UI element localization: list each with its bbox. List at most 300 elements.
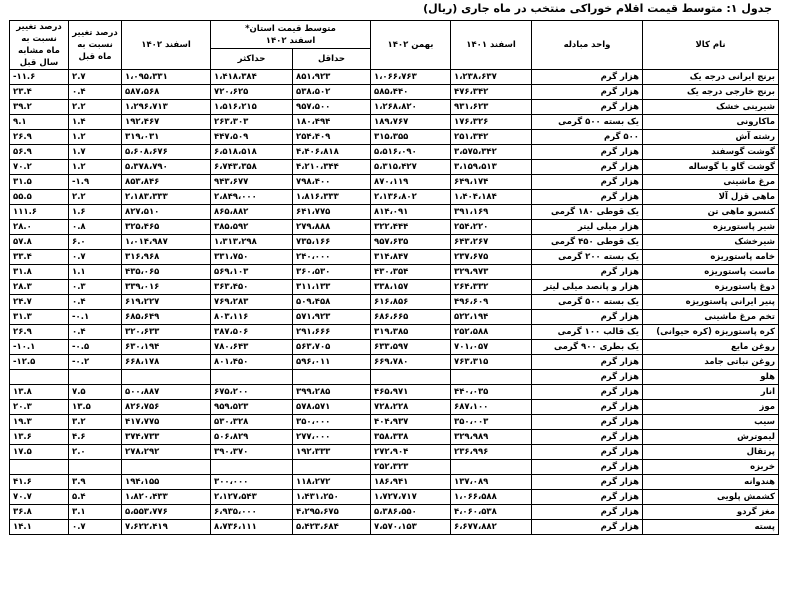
cell-unit: هزار گرم: [532, 160, 643, 175]
cell-unit: یک قالب ۱۰۰ گرمی: [532, 325, 643, 340]
table-row: [10, 445, 779, 460]
cell-bahman1402: [371, 370, 451, 385]
cell-bahman1402: ۳۲۲،۴۴۴: [371, 220, 451, 235]
cell-esfand1401: ۳،۵۷۵،۳۴۲: [451, 145, 532, 160]
cell-max: ۶،۷۴۳،۳۵۸: [211, 160, 293, 175]
table-row: [10, 295, 779, 310]
cell-bahman1402: ۱،۲۶۸،۸۲۰: [371, 100, 451, 115]
cell-esfand1402: ۳۷۴،۷۳۳: [122, 430, 211, 445]
cell-bahman1402: ۶۸۶،۶۶۵: [371, 310, 451, 325]
cell-item: دوغ پاستوریزه: [643, 280, 779, 295]
cell-item: مرغ ماشینی: [643, 175, 779, 190]
cell-item: شیرینی خشک: [643, 100, 779, 115]
cell-pct-month: ۰.۴: [69, 295, 122, 310]
cell-item: کره پاستوریزه (کره حیوانی): [643, 325, 779, 340]
cell-bahman1402: ۴۳۰،۳۵۴: [371, 265, 451, 280]
cell-min: ۵،۴۲۳،۶۸۴: [293, 520, 371, 535]
cell-esfand1401: ۳۲۹،۹۸۹: [451, 430, 532, 445]
cell-unit: هزار گرم: [532, 445, 643, 460]
cell-esfand1402: ۸۲۶،۷۵۶: [122, 400, 211, 415]
cell-esfand1402: ۶۸۵،۶۴۹: [122, 310, 211, 325]
cell-pct-year: ۱۳.۸: [10, 385, 69, 400]
table-row: [10, 115, 779, 130]
cell-unit: هزار گرم: [532, 265, 643, 280]
cell-pct-year: ۱۱۱.۶: [10, 205, 69, 220]
table-caption: جدول ۱: متوسط قیمت اقلام خوراکی منتخب در ماه جاری (ریال): [423, 2, 772, 15]
cell-esfand1401: ۴،۰۶۰،۵۳۸: [451, 505, 532, 520]
cell-pct-year: ۳۳.۴: [10, 250, 69, 265]
cell-max: ۹۴۳،۶۷۷: [211, 175, 293, 190]
cell-min: ۳۱۱،۱۳۳: [293, 280, 371, 295]
cell-pct-month: ۱.۷: [69, 145, 122, 160]
cell-min: ۱۱۸،۲۷۲: [293, 475, 371, 490]
cell-esfand1402: ۲،۱۸۳،۳۳۳: [122, 190, 211, 205]
cell-min: ۱۸۰،۴۹۴: [293, 115, 371, 130]
cell-min: ۱،۴۳۱،۲۵۰: [293, 490, 371, 505]
table-row: [10, 490, 779, 505]
cell-bahman1402: ۶۳۳،۵۹۷: [371, 340, 451, 355]
cell-pct-year: ۲۳.۴: [10, 85, 69, 100]
table-row: [10, 340, 779, 355]
cell-unit: هزار گرم: [532, 520, 643, 535]
cell-max: ۶،۵۱۸،۵۱۸: [211, 145, 293, 160]
cell-esfand1401: ۳۲۹،۹۷۳: [451, 265, 532, 280]
cell-max: ۷۸۰،۶۴۳: [211, 340, 293, 355]
cell-min: ۹۵۷،۵۰۰: [293, 100, 371, 115]
cell-esfand1402: ۵۰۰،۸۸۷: [122, 385, 211, 400]
cell-pct-month: ۲.۷: [69, 70, 122, 85]
header-province-avg-title: متوسط قیمت استان*: [245, 23, 336, 34]
cell-esfand1401: ۵۲۲،۱۹۴: [451, 310, 532, 325]
cell-bahman1402: ۲۷۲،۹۰۴: [371, 445, 451, 460]
cell-esfand1402: ۷،۶۲۲،۴۱۹: [122, 520, 211, 535]
cell-esfand1402: ۱،۰۹۵،۳۳۱: [122, 70, 211, 85]
cell-max: ۳۰۰،۰۰۰: [211, 475, 293, 490]
cell-pct-year: ۱۳.۶: [10, 430, 69, 445]
table-row: [10, 85, 779, 100]
cell-item: هندوانه: [643, 475, 779, 490]
cell-esfand1402: ۶۱۹،۲۲۷: [122, 295, 211, 310]
table-row: [10, 370, 779, 385]
cell-esfand1401: ۳۵۰،۰۰۳: [451, 415, 532, 430]
cell-esfand1401: ۲۶۴،۳۳۲: [451, 280, 532, 295]
cell-pct-month: ۷.۵: [69, 385, 122, 400]
cell-pct-year: ۷۰.۲: [10, 160, 69, 175]
cell-esfand1402: ۸۵۳،۸۴۶: [122, 175, 211, 190]
cell-pct-year: ۲۸.۰: [10, 220, 69, 235]
cell-esfand1401: ۴۷۶،۳۴۲: [451, 85, 532, 100]
cell-max: ۵۰۶،۸۲۹: [211, 430, 293, 445]
cell-min: ۵۹۶،۰۱۱: [293, 355, 371, 370]
cell-max: ۲،۸۴۹،۰۰۰: [211, 190, 293, 205]
header-min: حداقل: [293, 49, 371, 70]
cell-esfand1401: ۱۳۷،۰۸۹: [451, 475, 532, 490]
cell-unit: هزار گرم: [532, 370, 643, 385]
cell-pct-year: ۲۶.۹: [10, 130, 69, 145]
cell-min: ۴،۲۹۵،۶۷۵: [293, 505, 371, 520]
cell-item: برنج خارجی درجه یک: [643, 85, 779, 100]
cell-pct-month: ۳.۹: [69, 475, 122, 490]
cell-pct-month: ۴.۶: [69, 430, 122, 445]
cell-pct-month: ۵.۴: [69, 490, 122, 505]
cell-esfand1402: ۳۱۹،۰۳۱: [122, 130, 211, 145]
cell-esfand1401: ۱،۰۶۶،۵۸۸: [451, 490, 532, 505]
cell-bahman1402: ۱۸۹،۷۶۷: [371, 115, 451, 130]
cell-unit: هزار گرم: [532, 100, 643, 115]
cell-min: ۵۶۳،۷۰۵: [293, 340, 371, 355]
header-pct-prev-year: درصد تغییر نسبت به ماه مشابه سال قبل: [10, 21, 69, 70]
cell-min: ۷۹۸،۴۰۰: [293, 175, 371, 190]
cell-pct-month: [69, 370, 122, 385]
cell-bahman1402: ۵،۵۱۶،۰۹۰: [371, 145, 451, 160]
table-row: [10, 265, 779, 280]
cell-bahman1402: ۷۲۸،۲۲۸: [371, 400, 451, 415]
cell-max: ۳۹۰،۳۷۰: [211, 445, 293, 460]
price-table: [9, 20, 779, 535]
header-esfand1402: اسفند ۱۴۰۲: [122, 21, 211, 70]
cell-item: ماکارونی: [643, 115, 779, 130]
table-row: [10, 70, 779, 85]
cell-esfand1401: ۲۵۴،۲۲۰: [451, 220, 532, 235]
cell-esfand1402: ۲۷۸،۲۹۲: [122, 445, 211, 460]
header-esfand1401: اسفند ۱۴۰۱: [451, 21, 532, 70]
cell-bahman1402: ۶۶۹،۷۸۰: [371, 355, 451, 370]
cell-esfand1402: ۴۳۵،۰۶۵: [122, 265, 211, 280]
cell-bahman1402: ۳۳۸،۱۵۷: [371, 280, 451, 295]
cell-pct-year: -۱۰.۱: [10, 340, 69, 355]
cell-min: [293, 370, 371, 385]
cell-min: ۸۵۱،۹۲۳: [293, 70, 371, 85]
cell-bahman1402: ۳۵۸،۳۳۸: [371, 430, 451, 445]
cell-bahman1402: ۱،۷۲۷،۷۱۷: [371, 490, 451, 505]
cell-pct-year: ۳۹.۲: [10, 100, 69, 115]
cell-max: ۲،۱۲۷،۵۴۳: [211, 490, 293, 505]
table-row: [10, 130, 779, 145]
cell-unit: هزار گرم: [532, 310, 643, 325]
table-row: [10, 325, 779, 340]
cell-esfand1401: ۱،۴۰۴،۱۸۴: [451, 190, 532, 205]
cell-bahman1402: ۱،۰۶۶،۷۶۳: [371, 70, 451, 85]
cell-unit: هزار میلی لیتر: [532, 220, 643, 235]
cell-bahman1402: ۳۱۴،۸۴۷: [371, 250, 451, 265]
cell-esfand1401: ۷۶۳،۳۱۵: [451, 355, 532, 370]
cell-pct-year: [10, 370, 69, 385]
cell-max: [211, 370, 293, 385]
table-row: [10, 175, 779, 190]
cell-unit: هزار گرم: [532, 475, 643, 490]
cell-min: ۵۰۹،۴۵۸: [293, 295, 371, 310]
cell-esfand1401: ۶،۶۷۷،۸۸۲: [451, 520, 532, 535]
cell-item: شیرخشک: [643, 235, 779, 250]
table-row: [10, 355, 779, 370]
cell-min: ۲۵۴،۴۰۹: [293, 130, 371, 145]
cell-pct-month: ۱۳.۵: [69, 400, 122, 415]
cell-min: ۱۹۲،۳۳۳: [293, 445, 371, 460]
cell-pct-year: ۲۸.۳: [10, 280, 69, 295]
cell-max: ۱،۴۱۸،۳۸۴: [211, 70, 293, 85]
cell-min: ۲۷۷،۰۰۰: [293, 430, 371, 445]
cell-esfand1402: ۶۶۸،۱۷۸: [122, 355, 211, 370]
cell-esfand1401: ۴۹۶،۶۰۹: [451, 295, 532, 310]
cell-esfand1402: ۳۱۶،۹۶۸: [122, 250, 211, 265]
cell-item: خربزه: [643, 460, 779, 475]
cell-bahman1402: ۸۱۴،۰۹۱: [371, 205, 451, 220]
cell-item: انار: [643, 385, 779, 400]
cell-max: ۲۶۳،۳۰۳: [211, 115, 293, 130]
cell-unit: هزار گرم: [532, 415, 643, 430]
cell-item: روغن مایع: [643, 340, 779, 355]
cell-unit: هزار گرم: [532, 385, 643, 400]
cell-min: [293, 460, 371, 475]
cell-min: ۵۳۸،۵۰۲: [293, 85, 371, 100]
cell-item: سیب: [643, 415, 779, 430]
table-row: [10, 160, 779, 175]
cell-esfand1401: ۱۷۶،۳۲۶: [451, 115, 532, 130]
cell-item: پنیر ایرانی پاستوریزه: [643, 295, 779, 310]
cell-min: ۴،۲۱۰،۳۴۴: [293, 160, 371, 175]
cell-esfand1402: ۳۲۰،۶۳۳: [122, 325, 211, 340]
cell-pct-month: ۳.۲: [69, 415, 122, 430]
cell-esfand1401: ۶۴۳،۲۶۷: [451, 235, 532, 250]
cell-pct-year: ۱۴.۱: [10, 520, 69, 535]
cell-pct-month: ۱.۱: [69, 265, 122, 280]
cell-max: ۹۵۹،۵۲۳: [211, 400, 293, 415]
cell-esfand1402: ۴۱۷،۷۷۵: [122, 415, 211, 430]
cell-unit: یک قوطی ۱۸۰ گرمی: [532, 205, 643, 220]
cell-pct-month: ۱.۴: [69, 115, 122, 130]
cell-esfand1402: ۳۲۵،۴۶۵: [122, 220, 211, 235]
cell-max: ۸۶۵،۸۸۲: [211, 205, 293, 220]
cell-esfand1402: ۱۹۲،۴۶۷: [122, 115, 211, 130]
cell-max: ۴۴۷،۵۰۹: [211, 130, 293, 145]
cell-max: [211, 460, 293, 475]
cell-item: گوشت گاو یا گوساله: [643, 160, 779, 175]
cell-pct-month: ۲.۰: [69, 445, 122, 460]
cell-bahman1402: ۹۵۷،۶۳۵: [371, 235, 451, 250]
cell-max: ۳۸۷،۵۰۶: [211, 325, 293, 340]
table-row: [10, 250, 779, 265]
cell-bahman1402: ۶۱۶،۸۵۶: [371, 295, 451, 310]
cell-bahman1402: ۵،۳۱۵،۴۲۷: [371, 160, 451, 175]
cell-item: روغن نباتی جامد: [643, 355, 779, 370]
header-max: حداکثر: [211, 49, 293, 70]
cell-esfand1402: ۵،۵۵۳،۷۷۶: [122, 505, 211, 520]
cell-item: ماست پاستوریزه: [643, 265, 779, 280]
cell-esfand1401: [451, 370, 532, 385]
cell-esfand1402: ۸۲۷،۵۱۰: [122, 205, 211, 220]
cell-pct-month: ۲.۲: [69, 190, 122, 205]
table-row: [10, 415, 779, 430]
cell-pct-year: -۱۱.۶: [10, 70, 69, 85]
table-row: [10, 310, 779, 325]
cell-item: شیر پاستوریزه: [643, 220, 779, 235]
cell-esfand1401: ۲۵۱،۳۴۲: [451, 130, 532, 145]
cell-pct-month: ۰.۳: [69, 280, 122, 295]
table-row: [10, 400, 779, 415]
cell-esfand1401: ۶۸۷،۱۰۰: [451, 400, 532, 415]
cell-esfand1402: ۵،۳۷۸،۷۹۰: [122, 160, 211, 175]
cell-esfand1402: ۱،۲۹۶،۷۱۳: [122, 100, 211, 115]
cell-bahman1402: ۵۸۵،۴۴۰: [371, 85, 451, 100]
cell-max: ۵۶۹،۱۰۳: [211, 265, 293, 280]
cell-unit: هزار و پانصد میلی لیتر: [532, 280, 643, 295]
cell-max: ۷۶۹،۲۸۳: [211, 295, 293, 310]
cell-pct-year: ۹.۱: [10, 115, 69, 130]
cell-unit: هزار گرم: [532, 355, 643, 370]
table-row: [10, 190, 779, 205]
cell-esfand1402: ۶۳۰،۱۹۴: [122, 340, 211, 355]
cell-min: ۲۷۹،۸۸۸: [293, 220, 371, 235]
table-row: [10, 100, 779, 115]
cell-pct-month: -۱.۹: [69, 175, 122, 190]
cell-esfand1402: [122, 460, 211, 475]
cell-item: رشته آش: [643, 130, 779, 145]
cell-pct-month: [69, 460, 122, 475]
cell-min: ۵۷۱،۹۲۳: [293, 310, 371, 325]
cell-pct-month: ۰.۴: [69, 85, 122, 100]
cell-max: ۳۸۵،۵۹۲: [211, 220, 293, 235]
cell-esfand1401: ۳۹۱،۱۶۹: [451, 205, 532, 220]
cell-item: هلو: [643, 370, 779, 385]
cell-bahman1402: ۱۸۶،۹۴۱: [371, 475, 451, 490]
cell-pct-year: ۲۴.۷: [10, 295, 69, 310]
cell-item: برنج ایرانی درجه یک: [643, 70, 779, 85]
cell-esfand1402: ۱،۰۱۴،۹۸۷: [122, 235, 211, 250]
header-province-avg: [211, 21, 371, 49]
cell-unit: یک بسته ۵۰۰ گرمی: [532, 295, 643, 310]
cell-pct-year: ۵۶.۹: [10, 145, 69, 160]
cell-esfand1401: ۲۳۷،۶۷۵: [451, 250, 532, 265]
cell-max: ۸۰۳،۱۱۶: [211, 310, 293, 325]
cell-unit: هزار گرم: [532, 505, 643, 520]
cell-esfand1402: [122, 370, 211, 385]
cell-pct-month: ۱.۶: [69, 205, 122, 220]
cell-bahman1402: ۵،۳۸۶،۵۵۰: [371, 505, 451, 520]
cell-unit: هزار گرم: [532, 70, 643, 85]
cell-pct-month: ۰.۸: [69, 220, 122, 235]
cell-pct-month: -۰.۲: [69, 355, 122, 370]
table-row: [10, 145, 779, 160]
cell-item: گوشت گوسفند: [643, 145, 779, 160]
cell-item: کشمش پلویی: [643, 490, 779, 505]
cell-esfand1401: ۳،۱۵۹،۵۱۳: [451, 160, 532, 175]
cell-min: ۵۷۸،۵۷۱: [293, 400, 371, 415]
cell-item: مغز گردو: [643, 505, 779, 520]
header-bahman1402: بهمن ۱۴۰۲: [371, 21, 451, 70]
cell-esfand1401: ۹۳۱،۶۲۳: [451, 100, 532, 115]
cell-unit: هزار گرم: [532, 175, 643, 190]
cell-esfand1402: ۳۳۹،۰۱۶: [122, 280, 211, 295]
table-row: [10, 220, 779, 235]
cell-max: ۷۲۰،۶۲۵: [211, 85, 293, 100]
cell-pct-year: ۳۱.۸: [10, 265, 69, 280]
cell-pct-year: ۲۰.۳: [10, 400, 69, 415]
table-row: [10, 385, 779, 400]
table-row: [10, 205, 779, 220]
cell-pct-month: ۰.۷: [69, 520, 122, 535]
cell-esfand1401: ۴۴۰،۰۳۵: [451, 385, 532, 400]
cell-max: ۶۷۵،۲۰۰: [211, 385, 293, 400]
header-unit: واحد مبادله: [532, 21, 643, 70]
table-row: [10, 475, 779, 490]
cell-item: لیموترش: [643, 430, 779, 445]
cell-unit: هزار گرم: [532, 430, 643, 445]
cell-min: ۲۹۱،۶۶۶: [293, 325, 371, 340]
cell-max: ۱،۵۱۶،۲۱۵: [211, 100, 293, 115]
cell-esfand1401: ۶۴۹،۱۷۴: [451, 175, 532, 190]
cell-pct-year: ۴۱.۶: [10, 475, 69, 490]
cell-min: ۶۴۱،۷۷۵: [293, 205, 371, 220]
cell-max: ۵۳۰،۳۲۸: [211, 415, 293, 430]
cell-pct-month: ۶.۰: [69, 235, 122, 250]
cell-item: کنسرو ماهی تن: [643, 205, 779, 220]
cell-pct-month: ۰.۴: [69, 325, 122, 340]
cell-item: ماهی قزل آلا: [643, 190, 779, 205]
cell-max: ۱،۳۱۳،۲۹۸: [211, 235, 293, 250]
cell-pct-year: ۳۶.۸: [10, 505, 69, 520]
cell-pct-month: ۳.۱: [69, 505, 122, 520]
cell-pct-year: ۵۵.۵: [10, 190, 69, 205]
cell-unit: هزار گرم: [532, 145, 643, 160]
cell-pct-month: ۱.۲: [69, 130, 122, 145]
cell-pct-year: ۱۷.۵: [10, 445, 69, 460]
cell-min: ۷۳۵،۱۶۶: [293, 235, 371, 250]
cell-bahman1402: ۴۰۴،۹۳۷: [371, 415, 451, 430]
table-row: [10, 280, 779, 295]
cell-pct-year: ۷۰.۷: [10, 490, 69, 505]
cell-bahman1402: ۳۱۵،۳۵۵: [371, 130, 451, 145]
cell-pct-year: ۱۹.۳: [10, 415, 69, 430]
cell-max: ۸۰۱،۴۵۰: [211, 355, 293, 370]
cell-pct-year: [10, 460, 69, 475]
cell-unit: هزار گرم: [532, 400, 643, 415]
cell-min: ۳۵۰،۰۰۰: [293, 415, 371, 430]
cell-unit: ۵۰۰ گرم: [532, 130, 643, 145]
header-pct-prev-month: درصد تغییر نسبت به ماه قبل: [69, 21, 122, 70]
cell-esfand1402: ۱،۸۲۰،۴۳۳: [122, 490, 211, 505]
cell-pct-month: -۰.۱: [69, 310, 122, 325]
cell-min: ۲۴۰،۰۰۰: [293, 250, 371, 265]
cell-min: ۱،۸۱۶،۳۳۳: [293, 190, 371, 205]
cell-max: ۸،۷۳۶،۱۱۱: [211, 520, 293, 535]
cell-min: ۴،۴۰۶،۸۱۸: [293, 145, 371, 160]
cell-min: ۳۹۹،۲۸۵: [293, 385, 371, 400]
cell-bahman1402: ۲،۱۳۶،۸۰۲: [371, 190, 451, 205]
cell-pct-year: ۵۷.۸: [10, 235, 69, 250]
cell-esfand1401: ۲۵۲،۵۸۸: [451, 325, 532, 340]
header-item: نام کالا: [643, 21, 779, 70]
cell-item: پسته: [643, 520, 779, 535]
table-row: [10, 460, 779, 475]
cell-max: ۶،۹۳۵،۰۰۰: [211, 505, 293, 520]
cell-esfand1401: ۷۰۱،۰۵۷: [451, 340, 532, 355]
table-row: [10, 235, 779, 250]
cell-pct-month: ۱.۲: [69, 160, 122, 175]
cell-esfand1401: ۱،۲۳۸،۶۳۷: [451, 70, 532, 85]
cell-max: ۳۳۱،۷۵۰: [211, 250, 293, 265]
cell-unit: هزار گرم: [532, 190, 643, 205]
cell-pct-month: -۰.۵: [69, 340, 122, 355]
cell-bahman1402: ۷،۵۷۰،۱۵۳: [371, 520, 451, 535]
cell-bahman1402: ۸۷۰،۱۱۹: [371, 175, 451, 190]
cell-unit: یک بسته ۵۰۰ گرمی: [532, 115, 643, 130]
cell-esfand1402: ۵۸۷،۵۶۸: [122, 85, 211, 100]
cell-item: خامه پاستوریزه: [643, 250, 779, 265]
cell-pct-month: ۲.۲: [69, 100, 122, 115]
cell-esfand1401: [451, 460, 532, 475]
cell-esfand1402: ۵،۶۰۸،۶۷۶: [122, 145, 211, 160]
cell-unit: یک بسته ۲۰۰ گرمی: [532, 250, 643, 265]
